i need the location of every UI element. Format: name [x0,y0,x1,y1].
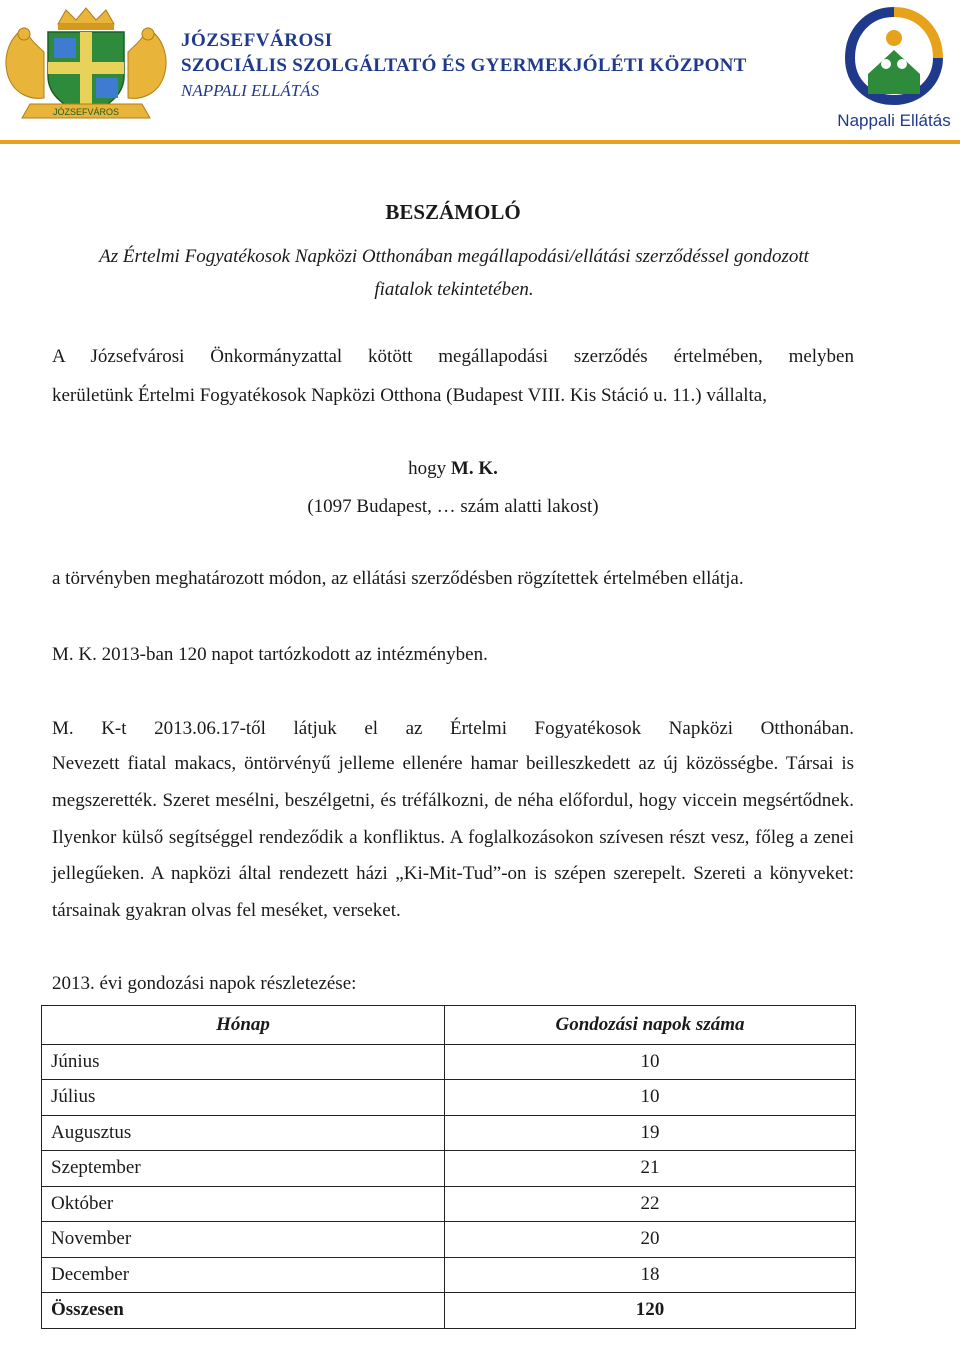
subtitle-line-1: Az Értelmi Fogyatékosok Napközi Otthonában megállapodási/ellátási szerződéssel gondozott [99,246,809,267]
obligation-text: a törvényben meghatározott módon, az ellátási szerződésben rögzítettek értelmében ellátja. [52,568,744,589]
days-cell: 10 [445,1044,856,1080]
month-cell: Augusztus [42,1115,445,1151]
days-cell: 20 [445,1222,856,1258]
org-line-1: JÓZSEFVÁROSI [181,30,333,51]
care-days-table [41,1005,856,1329]
narrative-line-1: M. K-t 2013.06.17-től látjuk el az Értelmi Fogyatékosok Napközi Otthonában. [52,718,854,739]
intro-line-1: A Józsefvárosi Önkormányzattal kötött megállapodási szerződés értelmében, melyben [52,346,854,367]
days-cell: 18 [445,1257,856,1293]
table-row [42,1044,856,1080]
table-header-row [42,1006,856,1045]
month-cell: Szeptember [42,1151,445,1187]
subject-name: M. K. [450,458,498,479]
document-title: BESZÁMOLÓ [385,200,521,224]
document-subtitle [52,240,856,306]
table-row [42,1080,856,1116]
crest-ribbon-label: JÓZSEFVÁROS [52,107,120,117]
column-header-days: Gondozási napok száma [445,1006,856,1045]
table-total-row [42,1293,856,1329]
days-cell: 21 [445,1151,856,1187]
table-row [42,1186,856,1222]
total-label-cell: Összesen [42,1293,445,1329]
table-caption: 2013. évi gondozási napok részletezése: [52,973,357,994]
table-row [42,1115,856,1151]
subtitle-line-2: fiatalok tekintetében. [374,279,534,300]
logo-label: Nappali Ellátás [837,111,951,130]
table-row [42,1222,856,1258]
month-cell: Október [42,1186,445,1222]
intro-line-2: kerületünk Értelmi Fogyatékosok Napközi Otthona (Budapest VIII. Kis Stáció u. 11.) vállalta, [52,385,767,406]
subject-address: (1097 Budapest, … szám alatti lakost) [307,496,599,517]
days-cell: 10 [445,1080,856,1116]
total-value-cell: 120 [445,1293,856,1329]
org-line-2: SZOCIÁLIS SZOLGÁLTATÓ ÉS GYERMEKJÓLÉTI KÖZPONT [181,55,747,76]
organization-name [181,28,747,103]
month-cell: Július [42,1080,445,1116]
month-cell: December [42,1257,445,1293]
table-row [42,1257,856,1293]
subject-line [52,458,854,480]
column-header-month: Hónap [42,1006,445,1045]
header-divider [0,140,960,144]
letterhead [0,0,960,150]
days-cell: 22 [445,1186,856,1222]
org-line-3: NAPPALI ELLÁTÁS [181,81,320,100]
nappali-ellatas-logo-icon [828,4,960,130]
narrative-paragraph: Nevezett fiatal makacs, öntörvényű jelleme ellenére hamar beilleszkedett az új közösségbe. Társai is megszerették. Szeret mesélni, beszélgetni, és tréfálkozni, de néha előfordul, hogy viccein megsértődnek. Ilyenkor külső segítséggel rendeződik a konfliktus. A foglalkozásokon szívesen részt vesz, főleg a zenei jellegűeken. A napközi által rendezett házi „Ki-Mit-Tud”-on is szépen szerepelt. Szereti a könyveket: társainak gyakran olvas fel meséket, verseket. [52,753,854,922]
table-row [42,1151,856,1187]
days-cell: 19 [445,1115,856,1151]
month-cell: Június [42,1044,445,1080]
coat-of-arms-icon [0,6,172,126]
hogy-prefix: hogy [408,458,451,479]
month-cell: November [42,1222,445,1258]
stay-summary: M. K. 2013-ban 120 napot tartózkodott az intézményben. [52,644,488,665]
